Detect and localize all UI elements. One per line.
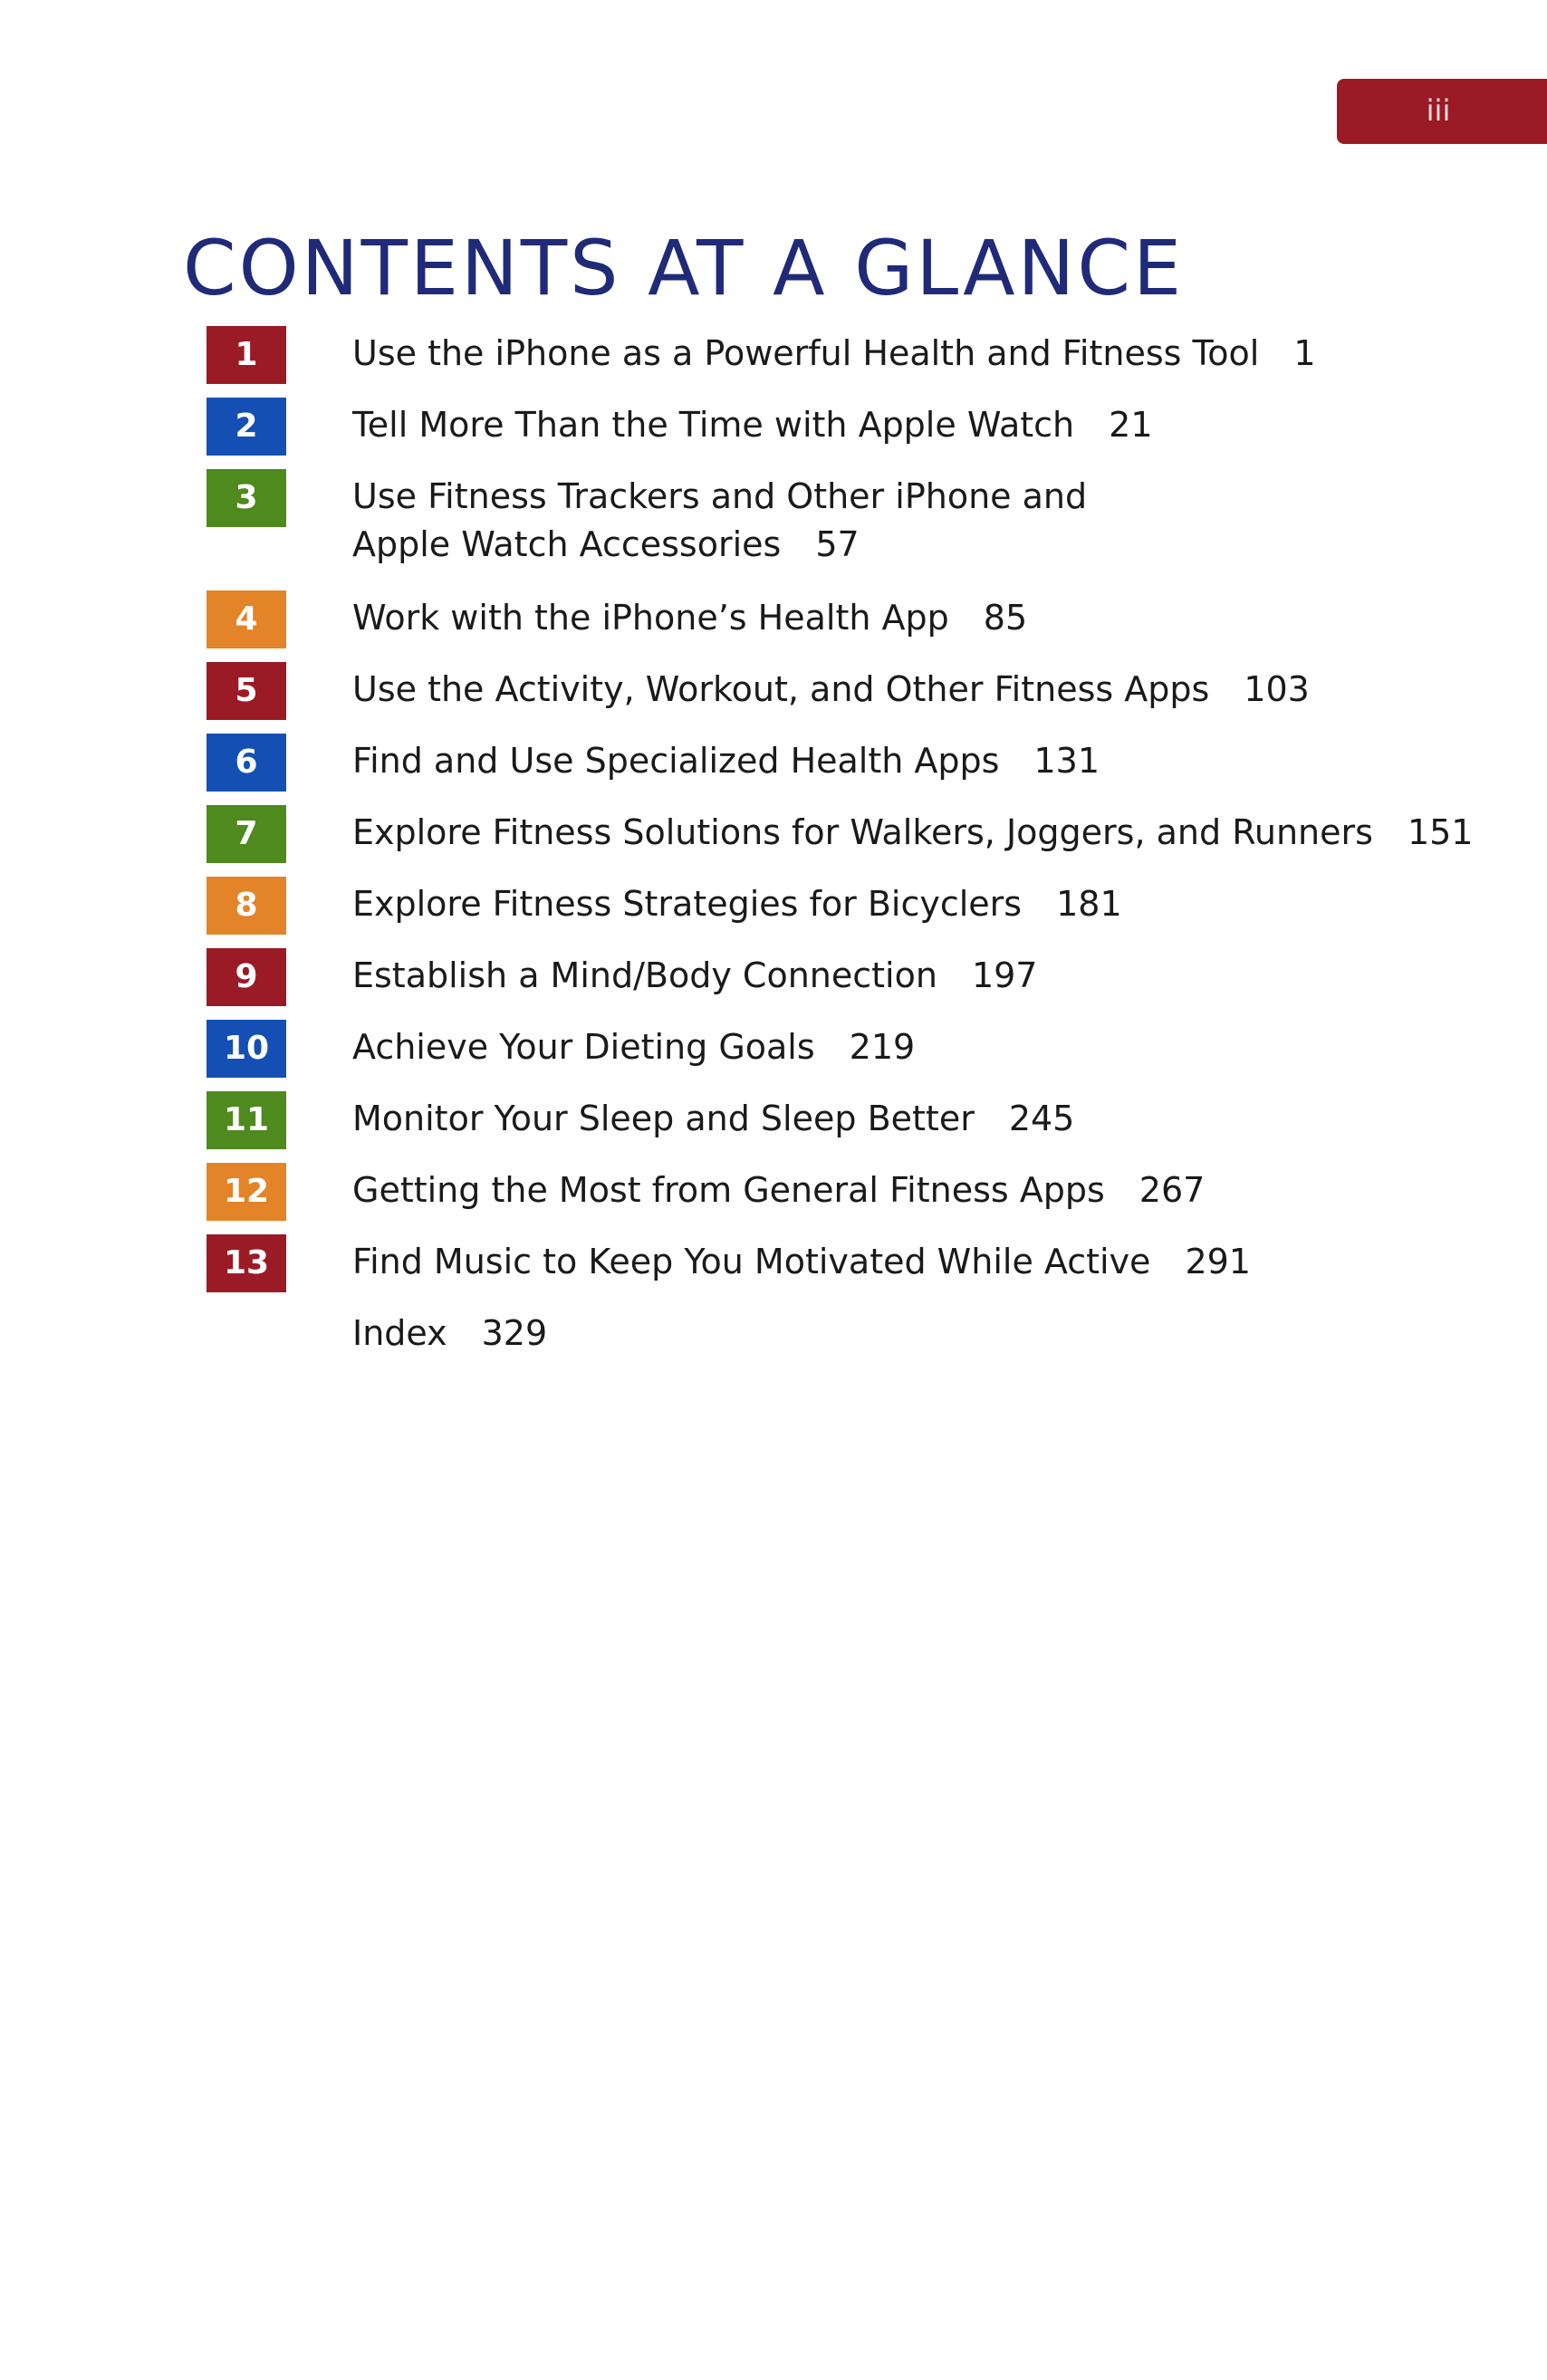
toc-entry[interactable]	[352, 473, 1149, 569]
page-number-tab: iii	[1337, 79, 1547, 144]
toc-row-chapter-12[interactable]	[0, 1163, 1547, 1235]
toc-row-chapter-5[interactable]	[0, 662, 1547, 734]
toc-entry[interactable]	[352, 880, 1421, 928]
chapter-number-badge: 3	[207, 469, 286, 527]
toc-row-chapter-11[interactable]	[0, 1091, 1547, 1164]
chapter-title: Getting the Most from General Fitness Apps	[352, 1170, 1105, 1210]
chapter-number-badge: 2	[207, 398, 286, 456]
toc-row-chapter-8[interactable]	[0, 877, 1547, 949]
chapter-page-number: 267	[1139, 1170, 1206, 1210]
toc-row-chapter-2[interactable]	[0, 398, 1547, 470]
chapter-title: Find and Use Specialized Health Apps	[352, 741, 1000, 781]
toc-row-chapter-4[interactable]	[0, 590, 1547, 663]
toc-row-index[interactable]	[0, 1306, 1547, 1378]
chapter-page-number: 197	[971, 955, 1038, 995]
toc-entry[interactable]	[352, 1023, 1421, 1071]
chapter-number-badge: 13	[207, 1234, 286, 1292]
toc-entry[interactable]	[352, 1166, 1421, 1214]
toc-entry[interactable]	[352, 952, 1421, 1000]
chapter-title: Tell More Than the Time with Apple Watch	[352, 405, 1075, 445]
chapter-number-badge: 5	[207, 662, 286, 720]
toc-row-chapter-7[interactable]	[0, 805, 1547, 878]
chapter-title: Explore Fitness Strategies for Bicyclers	[352, 884, 1023, 924]
chapter-number-badge: 10	[207, 1020, 286, 1078]
chapter-number-badge: 6	[207, 734, 286, 792]
chapter-page-number: 21	[1109, 405, 1153, 445]
chapter-page-number: 219	[849, 1027, 916, 1067]
chapter-number-badge: 11	[207, 1091, 286, 1149]
toc-entry[interactable]	[352, 594, 1421, 642]
chapter-page-number: 1	[1293, 333, 1316, 373]
chapter-title: Explore Fitness Solutions for Walkers, Joggers, and Runners	[352, 812, 1373, 852]
toc-row-chapter-3[interactable]	[0, 469, 1547, 564]
toc-row-chapter-9[interactable]	[0, 948, 1547, 1021]
toc-entry[interactable]	[352, 1310, 1421, 1358]
toc-entry[interactable]	[352, 809, 1474, 857]
toc-row-chapter-10[interactable]	[0, 1020, 1547, 1092]
toc-entry[interactable]	[352, 1095, 1421, 1143]
chapter-page-number: 103	[1244, 669, 1310, 709]
chapter-page-number: 131	[1033, 741, 1100, 781]
chapter-number-badge: 8	[207, 877, 286, 935]
page-title: CONTENTS AT A GLANCE	[183, 224, 1185, 312]
chapter-number-badge: 9	[207, 948, 286, 1006]
chapter-title: Find Music to Keep You Motivated While Active	[352, 1242, 1151, 1281]
index-page-number: 329	[481, 1313, 548, 1353]
toc-entry[interactable]	[352, 330, 1421, 378]
chapter-number-badge: 7	[207, 805, 286, 863]
toc-entry[interactable]	[352, 666, 1421, 714]
chapter-number-badge: 4	[207, 590, 286, 648]
chapter-page-number: 57	[815, 524, 860, 564]
toc-entry[interactable]	[352, 401, 1421, 449]
chapter-page-number: 151	[1407, 812, 1474, 852]
chapter-page-number: 291	[1185, 1242, 1251, 1281]
chapter-title: Establish a Mind/Body Connection	[352, 955, 937, 995]
toc-row-chapter-1[interactable]	[0, 326, 1547, 398]
toc-row-chapter-6[interactable]	[0, 734, 1547, 806]
chapter-title: Use the iPhone as a Powerful Health and Fitness Tool	[352, 333, 1260, 373]
toc-row-chapter-13[interactable]	[0, 1234, 1547, 1307]
chapter-page-number: 85	[983, 598, 1028, 638]
chapter-page-number: 181	[1056, 884, 1122, 924]
chapter-title: Monitor Your Sleep and Sleep Better	[352, 1099, 975, 1138]
toc-entry[interactable]	[352, 737, 1421, 785]
chapter-page-number: 245	[1008, 1099, 1075, 1138]
chapter-number-badge: 12	[207, 1163, 286, 1221]
toc-entry[interactable]	[352, 1238, 1421, 1286]
chapter-title: Use Fitness Trackers and Other iPhone and Apple Watch Accessories	[352, 476, 1088, 564]
chapter-title: Use the Activity, Workout, and Other Fitness Apps	[352, 669, 1210, 709]
index-title: Index	[352, 1313, 447, 1353]
chapter-title: Achieve Your Dieting Goals	[352, 1027, 815, 1067]
chapter-title: Work with the iPhone’s Health App	[352, 598, 949, 638]
chapter-number-badge: 1	[207, 326, 286, 384]
